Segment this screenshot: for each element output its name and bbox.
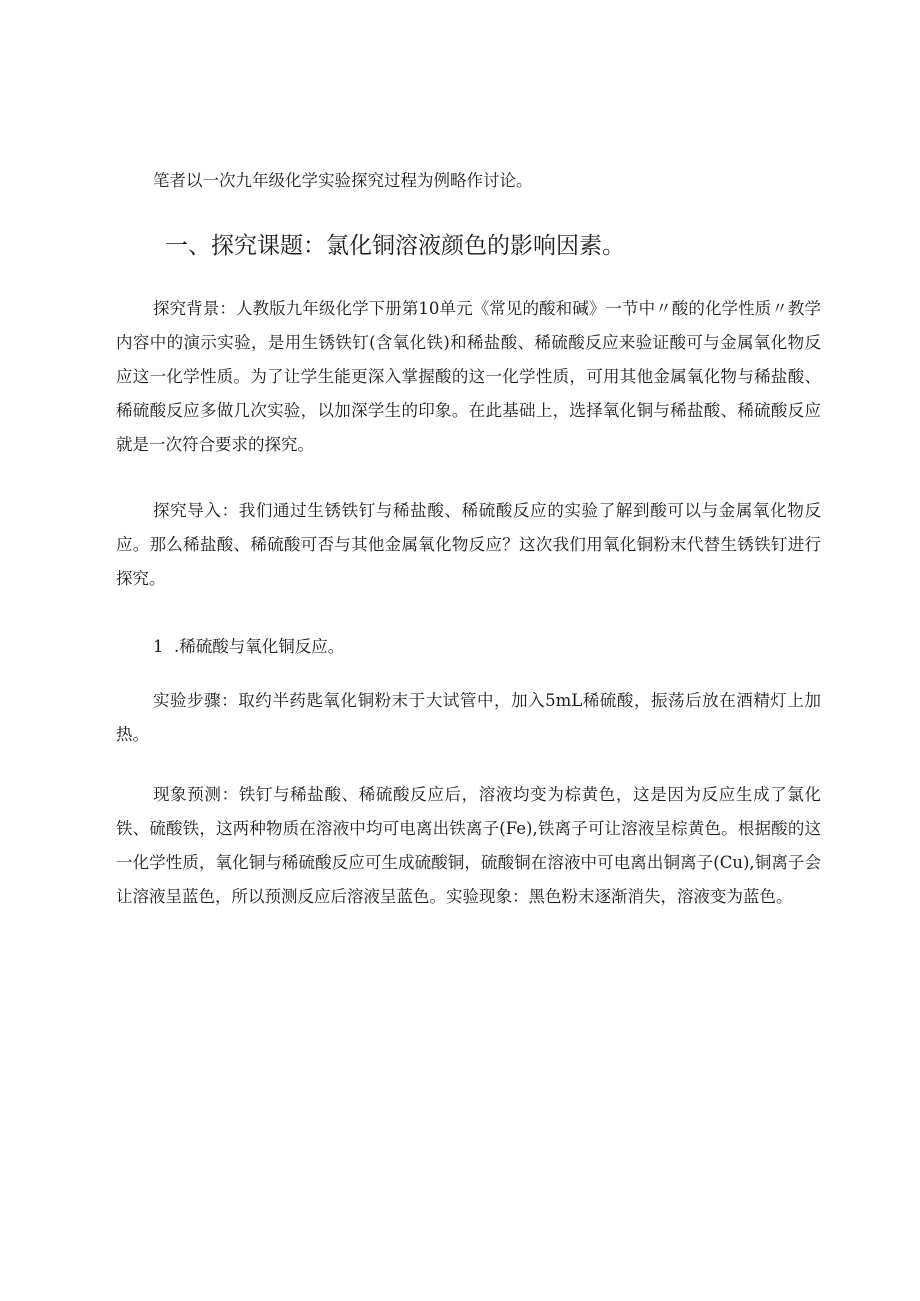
section-title: 一、探究课题：氯化铜溶液颜色的影响因素。	[165, 233, 625, 259]
prediction-paragraph: 现象预测：铁钉与稀盐酸、稀硫酸反应后，溶液均变为棕黄色，这是因为反应生成了氯化铁、硫酸铁，这两种物质在溶液中均可电离出铁离子(Fe),铁离子可让溶液呈棕黄色。根据酸的这一化学性质，氧化铜与稀硫酸反应可生成硫酸铜，硫酸铜在溶液中可电离出铜离子(Cu),铜离子会让溶液呈蓝色，所以预测反应后溶液呈蓝色。实验现象：黑色粉末逐渐消失，溶液变为蓝色。	[116, 785, 821, 906]
background-paragraph: 探究背景：人教版九年级化学下册第10单元《常见的酸和碱》一节中〃酸的化学性质〃教学内容中的演示实验，是用生锈铁钉(含氧化铁)和稀盐酸、稀硫酸反应来验证酸可与金属氧化物反应这一化学性质。为了让学生能更深入掌握酸的这一化学性质，可用其他金属氧化物与稀盐酸、稀硫酸反应多做几次实验，以加深学生的印象。在此基础上，选择氧化铜与稀盐酸、稀硫酸反应就是一次符合要求的探究。	[116, 299, 821, 454]
intro-paragraph: 笔者以一次九年级化学实验探究过程为例略作讨论。	[153, 171, 533, 190]
subsection-title: 1 .稀硫酸与氧化铜反应。	[153, 637, 345, 656]
lead-in-paragraph: 探究导入：我们通过生锈铁钉与稀盐酸、稀硫酸反应的实验了解到酸可以与金属氧化物反应。那么稀盐酸、稀硫酸可否与其他金属氧化物反应？这次我们用氧化铜粉末代替生锈铁钉进行探究。	[116, 501, 821, 588]
steps-paragraph: 实验步骤：取约半药匙氧化铜粉末于大试管中，加入5mL稀硫酸，振荡后放在酒精灯上加热。	[116, 691, 821, 744]
